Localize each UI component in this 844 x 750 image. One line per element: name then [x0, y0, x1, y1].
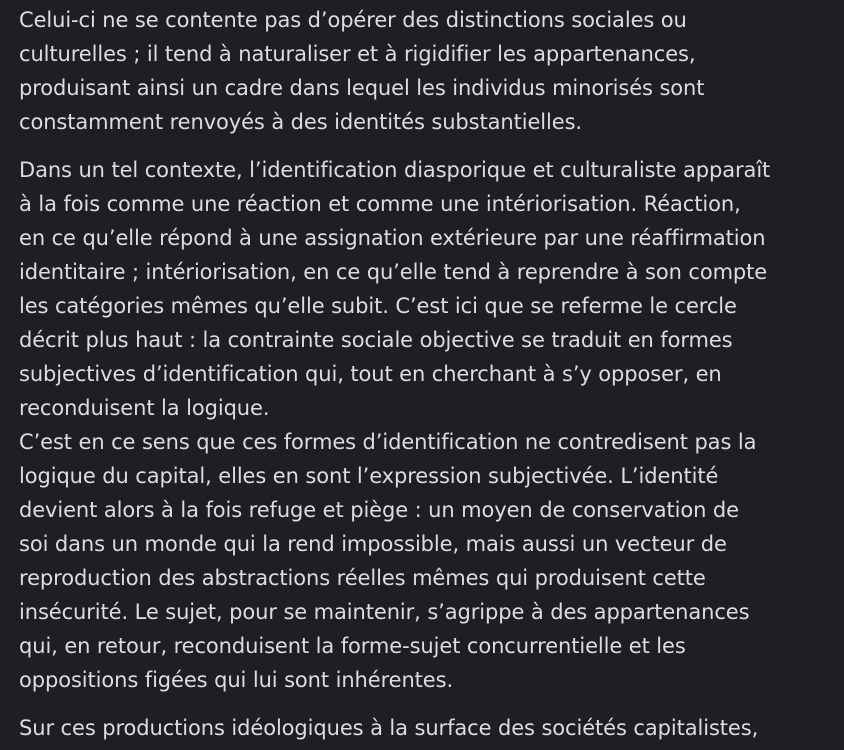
- message-paragraph-2: Dans un tel contexte, l’identification diasporique et culturaliste apparaît à la fois comme une réaction et comme une intériorisation. Réaction, en ce qu’elle répond à une assignation extérieure par une réaffirmation identitaire ; intériorisation, en ce qu’elle tend à reprendre à son compte les catégories mêmes qu’elle subit. C’est ici que se referme le cercle décrit plus haut : la contrainte sociale objective se traduit en formes subjectives d’identification qui, tout en cherchant à s’y opposer, en reconduisent la logique.: [19, 158, 771, 420]
- message-body: [19, 3, 837, 745]
- message-paragraph-4: Sur ces productions idéologiques à la surface des sociétés capitalistes,: [19, 716, 759, 740]
- message-paragraph-3: C’est en ce sens que ces formes d’identification ne contredisent pas la logique du capital, elles en sont l’expression subjectivée. L’identité devient alors à la fois refuge et piège : un moyen de conservation de soi dans un monde qui la rend impossible, mais aussi un vecteur de reproduction des abstractions réelles mêmes qui produisent cette insécurité. Le sujet, pour se maintenir, s’agrippe à des appartenances qui, en retour, reconduisent la forme-sujet concurrentielle et les oppositions figées qui lui sont inhérentes.: [19, 430, 757, 692]
- message-paragraph-1: Celui-ci ne se contente pas d’opérer des distinctions sociales ou culturelles ; il tend à naturaliser et à rigidifier les appartenances, produisant ainsi un cadre dans lequel les individus minorisés sont constamment renvoyés à des identités substantielles.: [19, 8, 705, 134]
